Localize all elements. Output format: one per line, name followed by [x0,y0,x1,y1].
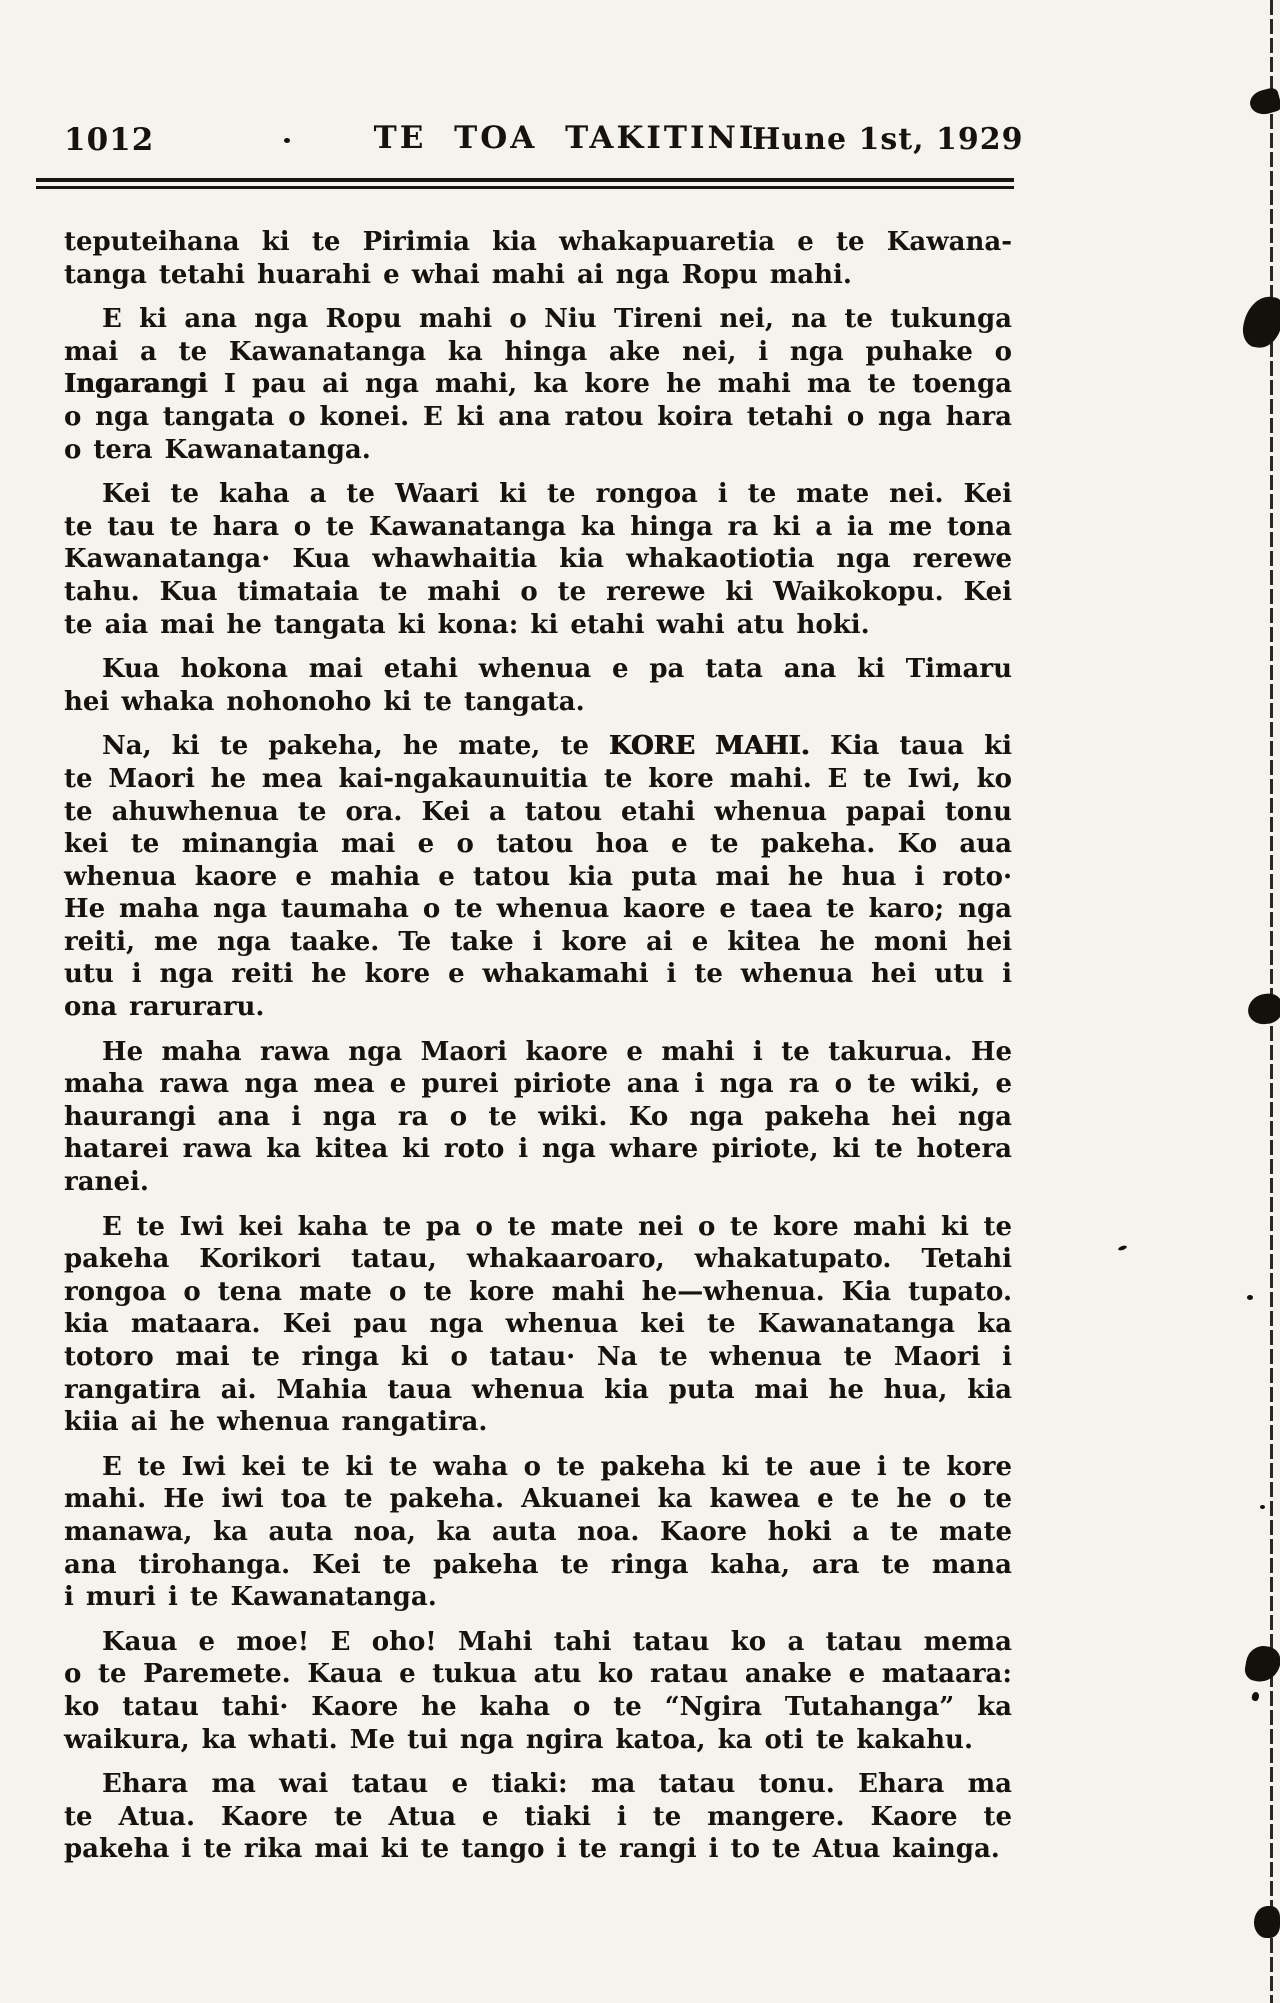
ink-dot-right-small-1 [1251,1691,1261,1702]
text-line [64,1626,1012,1659]
text-line [64,1549,1012,1582]
body-text: rongoa o tena mate o te kore mahi he—whenua. Kia tupato. [64,1276,1012,1307]
body-text: te Atua. Kaore te Atua e tiaki i te mangere. Kaore te [64,1801,1012,1832]
article-body [64,226,1012,1866]
text-line [64,543,1012,576]
body-text: mai a te Kawanatanga ka hinga ake nei, i nga puhake o [64,336,1012,367]
issue-date: Hune 1st, 1929 [752,122,1024,157]
text-line [64,1341,1012,1374]
body-text: He maha rawa nga Maori kaore e mahi i te takurua. He [102,1036,1012,1067]
body-text: Na, ki te pakeha, he mate, te [102,731,610,762]
body-text: maha rawa nga mea e purei piriote ana i nga ra o te wiki, e [64,1069,1012,1100]
body-text: pakeha i te rika mai ki te tango i te rangi i to te Atua kainga. [64,1834,1000,1865]
text-line [64,609,1012,642]
text-line [64,1581,1012,1614]
text-line [64,1451,1012,1484]
ink-dot-right-small-3 [1260,1505,1265,1509]
ink-blob-top-right [1247,87,1280,118]
text-line [64,401,1012,434]
body-text: haurangi ana i nga ra o te wiki. Ko nga pakeha hei nga [64,1101,1012,1132]
body-text: ko tatau tahi· Kaore he kaha o te “Ngira Tutahanga” ka [64,1691,1012,1722]
body-text: hei whaka nohonoho ki te tangata. [64,686,585,717]
body-text: te ahuwhenua te ora. Kei a tatou etahi whenua papai tonu [64,796,1012,827]
text-line [64,763,1012,796]
text-line [64,1308,1012,1341]
body-text: te aia mai he tangata ki kona: ki etahi wahi atu hoki. [64,609,870,640]
text-line [64,1101,1012,1134]
ink-dot-right-small-2 [1247,1295,1253,1300]
body-text: tahu. Kua timataia te mahi o te rerewe ki Waikokopu. Kei [64,576,1012,607]
body-text: Kawanatanga· Kua whawhaitia kia whakaotiotia nga rerewe [64,544,1012,575]
body-text: whenua kaore e mahia e tatou kia puta mai he hua i roto· [64,861,1012,892]
text-line [64,1483,1012,1516]
body-text: reiti, me nga taake. Te take i kore ai e kitea he moni hei [64,926,1012,957]
text-line [64,1211,1012,1244]
text-line [64,686,1012,719]
text-line [64,478,1012,511]
text-line [64,926,1012,959]
paragraph [64,1036,1012,1199]
text-line [64,576,1012,609]
text-line [64,1833,1012,1866]
body-text: Kua hokona mai etahi whenua e pa tata ana ki Timaru [102,654,1012,685]
body-text: manawa, ka auta noa, ka auta noa. Kaore hoki a te mate [64,1516,1012,1547]
text-line [64,828,1012,861]
text-line [64,1374,1012,1407]
text-line [64,730,1012,763]
text-line [64,1243,1012,1276]
body-text: He maha nga taumaha o te whenua kaore e taea te karo; nga [64,894,1012,925]
text-line [64,1406,1012,1439]
text-line [64,796,1012,829]
text-line [64,1768,1012,1801]
body-text: utu i nga reiti he kore e whakamahi i te whenua hei utu i [64,959,1012,990]
body-text: rangatira ai. Mahia taua whenua kia puta mai he hua, kia [64,1374,1012,1405]
body-text: te tau te hara o te Kawanatanga ka hinga ra ki a ia me tona [64,511,1012,542]
body-text: Kei te kaha a te Waari ki te rongoa i te mate nei. Kei [102,479,1012,510]
body-text: pakeha Korikori tatau, whakaaroaro, whakatupato. Tetahi [64,1244,1012,1275]
ink-blob-right-3 [1243,1643,1280,1684]
paragraph [64,1768,1012,1866]
paragraph [64,653,1012,718]
body-text: teputeihana ki te Pirimia kia whakapuaretia e te Kawana- [64,227,1012,257]
text-line [64,1691,1012,1724]
text-line [64,226,1012,259]
paragraph [64,303,1012,466]
paragraph [64,1626,1012,1756]
text-line [64,1801,1012,1834]
ink-blob-right-2 [1247,993,1280,1026]
paragraph [64,1211,1012,1439]
body-text: kiia ai he whenua rangatira. [64,1407,488,1438]
body-text: E te Iwi kei kaha te pa o te mate nei o te kore mahi ki te [102,1211,1012,1242]
body-text: mahi. He iwi toa te pakeha. Akuanei ka kawea e te he o te [64,1484,1012,1515]
body-text: waikura, ka whati. Me tui nga ngira katoa, ka oti te kakahu. [64,1724,974,1755]
text-line [64,958,1012,991]
text-line [64,511,1012,544]
body-text: E te Iwi kei te ki te waha o te pakeha ki te aue i te kore [102,1451,1012,1482]
body-text: te Maori he mea kai-ngakaunuitia te kore mahi. E te Iwi, ko [64,763,1012,794]
text-line [64,1166,1012,1199]
body-text: Kaua e moe! E oho! Mahi tahi tatau ko a tatau mema [102,1626,1012,1657]
text-line [64,259,1012,292]
paper-title: TE TOA TAKITINI [373,120,757,156]
text-line [64,893,1012,926]
masthead [0,118,1280,168]
text-line [64,861,1012,894]
masthead-rule-bottom [36,186,1014,189]
ink-blob-right-1 [1241,294,1280,351]
body-text: o tera Kawanatanga. [64,434,371,465]
body-text: o nga tangata o konei. E ki ana ratou koira tetahi o nga hara [64,401,1012,432]
text-line [64,336,1012,369]
emphasized-text: Ingarangi [64,369,208,400]
body-text: ona raruraru. [64,992,265,1023]
page-number: 1012 [64,122,155,158]
paragraph [64,226,1012,291]
text-line [64,653,1012,686]
paragraph [64,478,1012,641]
body-text: hatarei rawa ka kitea ki roto i nga whare piriote, ki te hotera [64,1134,1012,1165]
paragraph [64,1451,1012,1614]
paragraph [64,730,1012,1023]
body-text: ranei. [64,1167,149,1198]
body-text: tanga tetahi huarahi e whai mahi ai nga Ropu mahi. [64,259,852,290]
text-line [64,1724,1012,1757]
text-line [64,1516,1012,1549]
ink-dot-header [284,138,290,143]
text-line [64,1036,1012,1069]
ink-dash-margin [1118,1245,1128,1252]
body-text: Ehara ma wai tatau e tiaki: ma tatau tonu. Ehara ma [102,1769,1012,1800]
text-line [64,991,1012,1024]
masthead-rule-top [36,178,1014,182]
body-text: I pau ai nga mahi, ka kore he mahi ma te toenga [207,369,1012,400]
text-line [64,303,1012,336]
text-line [64,1133,1012,1166]
body-text: ana tirohanga. Kei te pakeha te ringa kaha, ara te mana [64,1549,1012,1580]
text-line [64,434,1012,467]
body-text: i muri i te Kawanatanga. [64,1582,437,1613]
body-text: kia mataara. Kei pau nga whenua kei te Kawanatanga ka [64,1309,1012,1340]
body-text: o te Paremete. Kaua e tukua atu ko ratau anake e mataara: [64,1659,1012,1690]
body-text: totoro mai te ringa ki o tatau· Na te whenua te Maori i [64,1342,1012,1372]
ink-blob-right-4 [1254,1906,1280,1938]
body-text: E ki ana nga Ropu mahi o Niu Tireni nei, na te tukunga [102,304,1012,335]
text-line [64,1068,1012,1101]
body-text: kei te minangia mai e o tatou hoa e te pakeha. Ko aua [64,829,1012,860]
emphasized-text: KORE MAHI. [609,731,810,762]
text-line [64,368,1012,401]
body-text: Kia taua ki [809,731,1012,762]
text-line [64,1658,1012,1691]
text-line [64,1276,1012,1309]
